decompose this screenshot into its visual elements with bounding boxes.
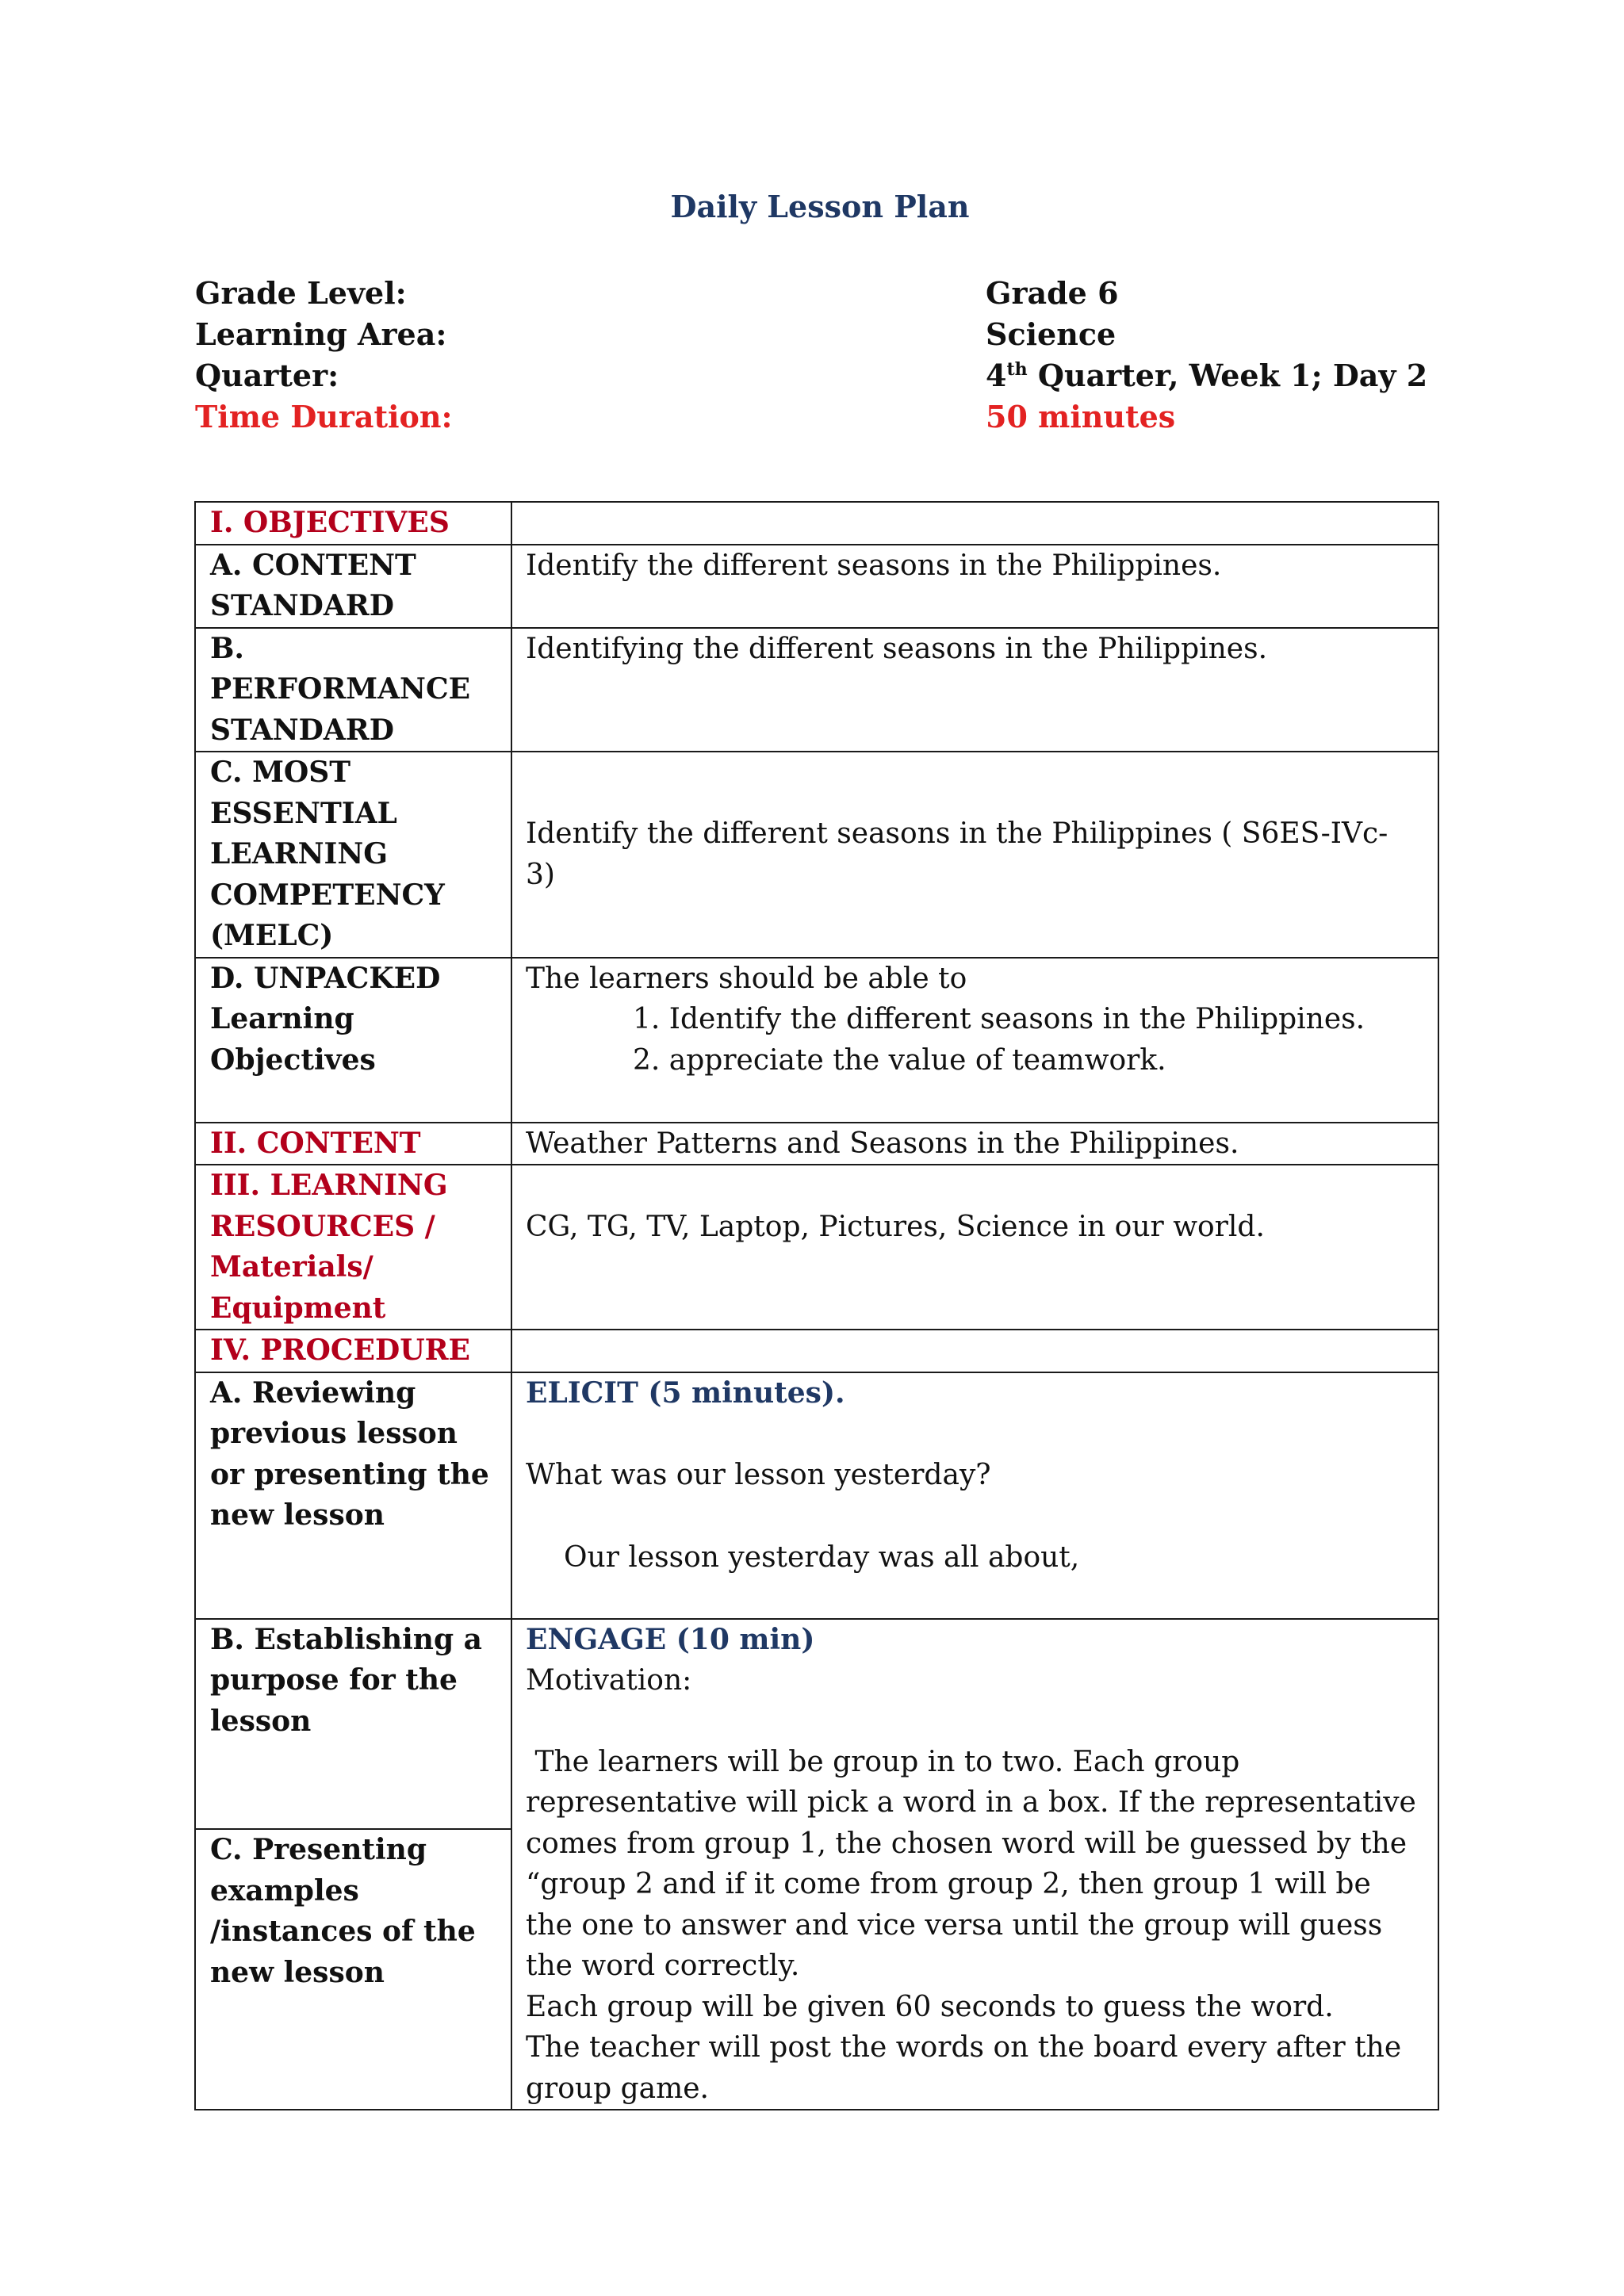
- unpacked-objectives-label: [195, 958, 511, 1123]
- label-line: C. MOST: [210, 756, 351, 789]
- label-line: STANDARD: [210, 713, 394, 747]
- learning-resources-heading: [195, 1165, 511, 1330]
- page-title: Daily Lesson Plan: [670, 189, 970, 224]
- label-line: Learning: [210, 1002, 354, 1035]
- table-row: [195, 958, 1438, 1123]
- table-row: [195, 1619, 1438, 1830]
- unpacked-objectives-value: [511, 958, 1438, 1123]
- label-line: A. Reviewing: [210, 1376, 416, 1410]
- text-line: comes from group 1, the chosen word will be guessed by the: [526, 1827, 1408, 1860]
- elicit-heading: ELICIT (5 minutes).: [526, 1376, 845, 1410]
- label-line: new lesson: [210, 1955, 385, 1989]
- table-row: [195, 1123, 1438, 1165]
- quarter-number: 4: [986, 358, 1007, 393]
- header-labels: [195, 273, 453, 438]
- objectives-value: [511, 502, 1438, 545]
- label-line: B.: [210, 631, 244, 665]
- value-line: Identify the different seasons in the Philippines ( S6ES-IVc-: [526, 817, 1388, 851]
- establishing-purpose-label: [195, 1619, 511, 1830]
- objective-list: [526, 999, 1425, 1081]
- learning-area-label: Learning Area:: [195, 316, 447, 352]
- label-line: Objectives: [210, 1043, 376, 1077]
- content-value: Weather Patterns and Seasons in the Philippines.: [511, 1123, 1438, 1165]
- table-row: [195, 752, 1438, 958]
- time-duration-label: Time Duration:: [195, 399, 453, 434]
- label-line: purpose for the: [210, 1663, 458, 1697]
- objectives-heading: I. OBJECTIVES: [195, 502, 511, 545]
- label-line: (MELC): [210, 919, 334, 952]
- text-line: group game.: [526, 2072, 709, 2105]
- engage-text: [526, 1701, 1425, 2110]
- list-item: 1. Identify the different seasons in the Philippines.: [633, 1003, 1365, 1035]
- elicit-question: What was our lesson yesterday?: [526, 1459, 991, 1491]
- content-heading: II. CONTENT: [195, 1123, 511, 1165]
- label-line: new lesson: [210, 1498, 385, 1532]
- value-line: Identify the different seasons in the Philippines.: [526, 549, 1222, 582]
- text-line: The learners will be group in to two. Each group: [526, 1745, 1240, 1778]
- time-duration-value: 50 minutes: [986, 399, 1176, 434]
- table-row: [195, 1165, 1438, 1330]
- procedure-value: [511, 1330, 1438, 1372]
- motivation-label: Motivation:: [526, 1664, 692, 1697]
- list-item: 2. appreciate the value of teamwork.: [633, 1043, 1166, 1077]
- quarter-value: [986, 355, 1427, 396]
- reviewing-value: [511, 1372, 1438, 1619]
- label-line: STANDARD: [210, 589, 394, 622]
- text-line: The teacher will post the words on the board every after the: [526, 2031, 1402, 2064]
- grade-level-label: Grade Level:: [195, 275, 407, 311]
- text-line: the one to answer and vice versa until the group will guess: [526, 1908, 1383, 1942]
- label-line: D. UNPACKED: [210, 961, 441, 995]
- label-line: A. CONTENT: [210, 548, 416, 582]
- label-line: or presenting the: [210, 1457, 489, 1491]
- label-line: COMPETENCY: [210, 878, 445, 912]
- text-line: representative will pick a word in a box. If the representative: [526, 1786, 1416, 1819]
- table-row: [195, 628, 1438, 752]
- quarter-details: Quarter, Week 1; Day 2: [1027, 358, 1428, 393]
- engage-heading: ENGAGE (10 min): [526, 1622, 815, 1656]
- value-line: The learners should be able to: [526, 962, 967, 995]
- learning-area-value: Science: [986, 316, 1116, 352]
- label-line: examples: [210, 1873, 359, 1908]
- text-line: Each group will be given 60 seconds to guess the word.: [526, 1990, 1334, 2023]
- label-line: Equipment: [210, 1291, 386, 1325]
- label-line: Materials/: [210, 1250, 373, 1284]
- performance-standard-value: [511, 628, 1438, 752]
- elicit-answer: Our lesson yesterday was all about,: [564, 1540, 1080, 1574]
- value-line: 3): [526, 858, 555, 891]
- melc-label: [195, 752, 511, 958]
- header-values: [986, 273, 1427, 438]
- grade-level-value: Grade 6: [986, 275, 1119, 311]
- label-line: ESSENTIAL: [210, 796, 397, 830]
- content-standard-value: [511, 545, 1438, 628]
- engage-value: [511, 1619, 1438, 2110]
- table-row: [195, 545, 1438, 628]
- melc-value: [511, 752, 1438, 958]
- quarter-ordinal: th: [1006, 359, 1028, 380]
- performance-standard-label: [195, 628, 511, 752]
- presenting-examples-label: [195, 1829, 511, 2110]
- table-row: [195, 502, 1438, 545]
- table-row: [195, 1372, 1438, 1619]
- table-row: [195, 1330, 1438, 1372]
- value-line: CG, TG, TV, Laptop, Pictures, Science in our world.: [526, 1211, 1265, 1243]
- label-line: PERFORMANCE: [210, 672, 471, 706]
- text-line: the word correctly.: [526, 1950, 800, 1982]
- quarter-label: Quarter:: [195, 358, 339, 393]
- value-line: Identifying the different seasons in the Philippines.: [526, 632, 1268, 665]
- label-line: C. Presenting: [210, 1833, 427, 1867]
- content-standard-label: [195, 545, 511, 628]
- procedure-heading: IV. PROCEDURE: [195, 1330, 511, 1372]
- label-line: B. Establishing a: [210, 1622, 483, 1656]
- label-line: III. LEARNING: [210, 1169, 448, 1202]
- label-line: lesson: [210, 1704, 312, 1738]
- label-line: previous lesson: [210, 1417, 458, 1450]
- lesson-plan-table: [194, 501, 1439, 2110]
- label-line: /instances of the: [210, 1915, 476, 1949]
- learning-resources-value: [511, 1165, 1438, 1330]
- reviewing-label: [195, 1372, 511, 1619]
- label-line: RESOURCES /: [210, 1209, 435, 1243]
- label-line: LEARNING: [210, 837, 388, 871]
- text-line: “group 2 and if it come from group 2, then group 1 will be: [526, 1868, 1371, 1900]
